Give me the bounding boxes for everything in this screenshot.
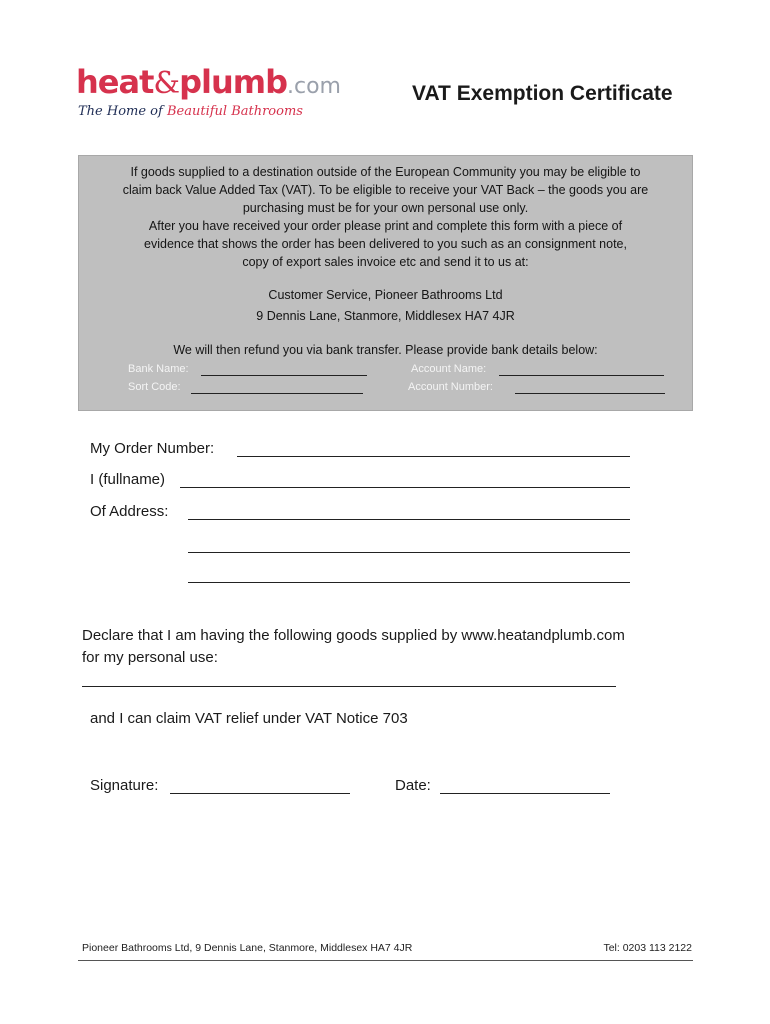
info-line-4: After you have received your order please print and complete this form with a piece of (148, 219, 623, 233)
signature-label: Signature: (90, 777, 159, 794)
bank-name-label: Bank Name: (128, 363, 189, 375)
footer-divider (78, 960, 693, 961)
info-line-6: copy of export sales invoice etc and send it to us at: (242, 255, 529, 269)
account-name-line[interactable] (499, 375, 664, 376)
fullname-label: I (fullname) (90, 471, 166, 488)
order-number-line[interactable] (237, 456, 630, 457)
info-box (78, 155, 693, 411)
logo-plumb: plumb (179, 63, 287, 101)
account-number-line[interactable] (515, 393, 665, 394)
refund-text: We will then refund you via bank transfer. Please provide bank details below: (173, 343, 598, 357)
fullname-line[interactable] (180, 487, 630, 488)
date-label: Date: (395, 777, 431, 794)
vat-relief-text: and I can claim VAT relief under VAT Notice 703 (90, 710, 408, 727)
logo-tagline (78, 104, 303, 119)
sort-code-label: Sort Code: (128, 381, 181, 393)
address-line-second[interactable] (188, 552, 630, 553)
declare-line-1: Declare that I am having the following goods supplied by www.heatandplumb.com (82, 627, 625, 644)
tagline-part-2: Beautiful Bathrooms (166, 104, 303, 119)
document-title: VAT Exemption Certificate (412, 82, 673, 105)
footer-phone: Tel: 0203 113 2122 (603, 942, 692, 954)
address-line-2: 9 Dennis Lane, Stanmore, Middlesex HA7 4JR (256, 309, 515, 323)
info-line-1: If goods supplied to a destination outside of the European Community you may be eligible to (130, 165, 641, 179)
logo-dotcom: .com (287, 74, 341, 99)
sort-code-line[interactable] (191, 393, 363, 394)
goods-line[interactable] (82, 686, 616, 687)
order-number-label: My Order Number: (90, 440, 215, 457)
logo-wordmark (76, 64, 341, 105)
account-number-label: Account Number: (408, 381, 493, 393)
company-logo (76, 63, 341, 124)
info-line-2: claim back Value Added Tax (VAT). To be eligible to receive your VAT Back – the goods you are (122, 183, 649, 197)
address-label: Of Address: (90, 503, 169, 520)
address-line-1: Customer Service, Pioneer Bathrooms Ltd (268, 288, 503, 302)
signature-line[interactable] (170, 793, 350, 794)
logo-heat: heat (76, 63, 154, 101)
bank-name-line[interactable] (201, 375, 367, 376)
declare-line-2: for my personal use: (82, 649, 218, 666)
address-line-first[interactable] (188, 519, 630, 520)
account-name-label: Account Name: (411, 363, 487, 375)
address-line-third[interactable] (188, 582, 630, 583)
footer-address: Pioneer Bathrooms Ltd, 9 Dennis Lane, Stanmore, Middlesex HA7 4JR (82, 942, 413, 954)
info-line-3: purchasing must be for your own personal use only. (242, 201, 529, 215)
info-line-5: evidence that shows the order has been delivered to you such as an consignment note, (144, 237, 627, 251)
tagline-part-1: The Home of (78, 104, 167, 119)
logo-ampersand: & (153, 66, 180, 101)
date-line[interactable] (440, 793, 610, 794)
